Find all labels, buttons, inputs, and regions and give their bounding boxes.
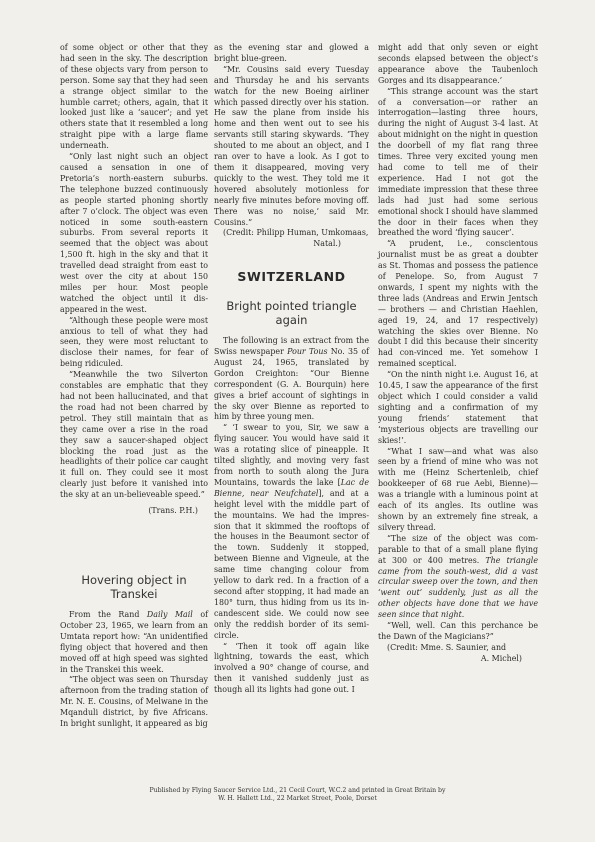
column-middle xyxy=(214,43,369,696)
body-paragraph: “The object was seen on Thursday afternoon from the trading station of Mr. N. E. Cousins, of Melwane in the Mqanduli district, by five Africans. In bright sunlight, it appeared as big xyxy=(60,675,208,729)
article-heading-transkei xyxy=(60,573,208,601)
spacer xyxy=(60,601,208,610)
body-paragraph: “Mr. Cousins said every Tuesday and Thursday he and his servants watch for the new Boeing airliner which passed directly over his station. He saw the plane from inside his home and then went out to see his servants still staring skywards. ‘They shouted to me about an object, and I ran over to have a look. As I got to them it disappeared, moving very quickly to the west. They told me it hovered absolutely motionless for nearly five minutes before moving off. There was no noise,’ said Mr. Cousins.” xyxy=(214,64,369,227)
body-paragraph: “Only last night such an object caused a sensation in one of Pretoria’s north-eastern suburbs. The telephone buzzed continuously as people started phoning shortly after 7 o’clock. The object was even noticed in some south-eastern suburbs. From several reports it seemed that the object was about 1,500 ft. high in the sky and that it travelled dead straight from east to west over the city at about 150 miles per hour. Most people watched the object until it dis-appeared in the west. xyxy=(60,152,208,314)
body-paragraph: might add that only seven or eight seconds elapsed between the object’s appearance above the Taubenloch Gorges and its disappearance.’ xyxy=(378,43,538,85)
newspaper-name: Pour Tous xyxy=(287,347,328,357)
credit-line: (Credit: Mme. S. Saunier, and xyxy=(387,642,507,652)
body-paragraph: as the evening star and glowed a bright blue-green. xyxy=(214,43,369,63)
body-paragraph xyxy=(214,423,369,641)
column-right xyxy=(378,43,538,665)
newspaper-name: Daily Mail xyxy=(146,609,193,619)
text-run: of October 23, 1965, we learn from an Umtata report how: “An unidentified flying object that hovered and then moved off at high speed was sighted in the Transkei this week. xyxy=(60,609,209,674)
body-paragraph: “Although these people were most anxious to tell of what they had seen, they were most reluctant to disclose their names, for fear of being ridiculed. xyxy=(60,315,208,369)
place-name: Lac de Bienne, near Neufchatel xyxy=(214,477,370,498)
article-heading-triangle: Bright pointed triangle again xyxy=(226,299,357,328)
credit-line: A. Michel) xyxy=(480,653,522,663)
text-run: “ ‘I swear to you, Sir, we saw a flying saucer. You would have said it was a rotating slice of pineapple. It tilted slightly, and moving very fast from north to south along the Jura Mountains, towards the lake [ xyxy=(214,423,369,487)
text-run: From the Rand xyxy=(69,609,147,619)
body-paragraph xyxy=(60,610,208,675)
spacer xyxy=(214,327,369,336)
credit-line: (Credit: Philipp Human, Umkomaas, xyxy=(223,228,369,238)
spacer xyxy=(214,283,369,299)
italic-text: The triangle came from the south-west, did a vast circular sweep over the town, and then ‘went out’ suddenly, just as all the other objects have done that we have seen since that night. xyxy=(378,555,538,620)
body-paragraph: “Meanwhile the two Silverton constables are emphatic that they had not been hallucinated, and that the road had not been charred by petrol. They still maintain that as they came over a rise in the road they saw a saucer-shaped object blocking the road just as the headlights of their police car caught it full on. They could see it most clearly just before it vanished into the sky at an un-believeable speed.” xyxy=(60,370,208,500)
text-run: The following is an extract from the Swiss newspaper xyxy=(214,336,369,357)
column-left xyxy=(60,43,208,730)
body-paragraph: “On the ninth night i.e. August 16, at 10.45, I saw the appearance of the first object which I could consider a valid sighting and a confirmation of my young friends’ statement that ‘mysterious objects are travelling our skies!’. xyxy=(378,370,538,445)
body-paragraph: of some object or other that they had seen in the sky. The description of these objects vary from person to person. Some say that they had seen a strange object similar to the humble carret; others, again, that it looked just like a ‘saucer’; and yet others state that it resembled a long straight pipe with a large flame underneath. xyxy=(60,43,208,151)
text-run: No. 35 of August 24, 1965, translated by Gordon Creighton: “Our Bienne correspondent (G. A. Bourquin) here gives a brief account of sightings in the sky over Bienne as reported to him by three young men. xyxy=(214,347,370,422)
body-paragraph: “A prudent, i.e., conscientous journalist must be as great a doubter as St. Thomas and possess the patience of Penelope. So, from August 7 onwards, I spent my nights with the three lads (Andreas and Erwin Jentsch — brothers — and Christian Haehlen, aged 19, 24, and 17 respectively) watching the skies over Bienne. No doubt I did this because their sincerity had con-vinced me. Yet somehow I remained sceptical. xyxy=(378,239,538,369)
body-paragraph xyxy=(214,336,369,423)
section-title-switzerland: SWITZERLAND xyxy=(237,269,346,285)
body-paragraph: “Well, well. Can this perchance be the Dawn of the Magicians?” xyxy=(378,621,538,641)
body-paragraph: “This strange account was the start of a conversation—or rather an interrogation—lasting three hours, during the night of August 3-4 last. At about midnight on the night in question the doorbell of my flat rang three times. Three very excited young men had come to tell me of their experience. Had I not got the immediate impression that these three lads had just had some serious emotional shock I should have slammed the door in their faces when they breathed the word ‘flying saucer’. xyxy=(378,86,538,238)
body-paragraph: “What I saw—and what was also seen by a friend of mine who was not with me (Heinz Schertenleib, chief bookkeeper of 68 rue Aebi, Bienne)—was a triangle with a luminous point at each of its angles. Its outline was shown by an extremely fine streak, a silvery thread. xyxy=(378,446,538,532)
imprint-line: W. H. Hallett Ltd., 22 Market Street, Poole, Dorset xyxy=(218,795,377,802)
publisher-imprint xyxy=(0,787,595,803)
translator-credit: (Trans. P.H.) xyxy=(148,506,198,516)
spacer xyxy=(60,517,208,573)
heading-line: Hovering object in xyxy=(81,572,187,587)
text-run: “The size of the object was com-parable to that of a small plane flying at 300 or 400 metres. xyxy=(378,533,538,565)
heading-line: Transkei xyxy=(110,586,158,601)
imprint-line: Published by Flying Saucer Service Ltd., 21 Cecil Court, W.C.2 and printed in Great Britain by xyxy=(149,787,446,794)
body-paragraph xyxy=(378,534,538,621)
credit-line: Natal.) xyxy=(313,239,341,249)
body-paragraph: “ ‘Then it took off again like lightning, towards the east, which involved a 90° change of course, and then it vanished suddenly just as though all its lights had gone out. I xyxy=(214,641,369,695)
text-run: ], and at a height level with the middle part of the mountains. We had the impres-sion that it skimmed the rooftops of the houses in the Beaumont sector of the town. Suddenly it stopped, between Bienne and Vigneule, at the same time changing colour from yellow to dark red. In a fraction of a second after stopping, it had made an 180° turn, thus hiding from us its in-candescent side. We could now see only the reddish border of its semi-circle. xyxy=(214,488,369,640)
